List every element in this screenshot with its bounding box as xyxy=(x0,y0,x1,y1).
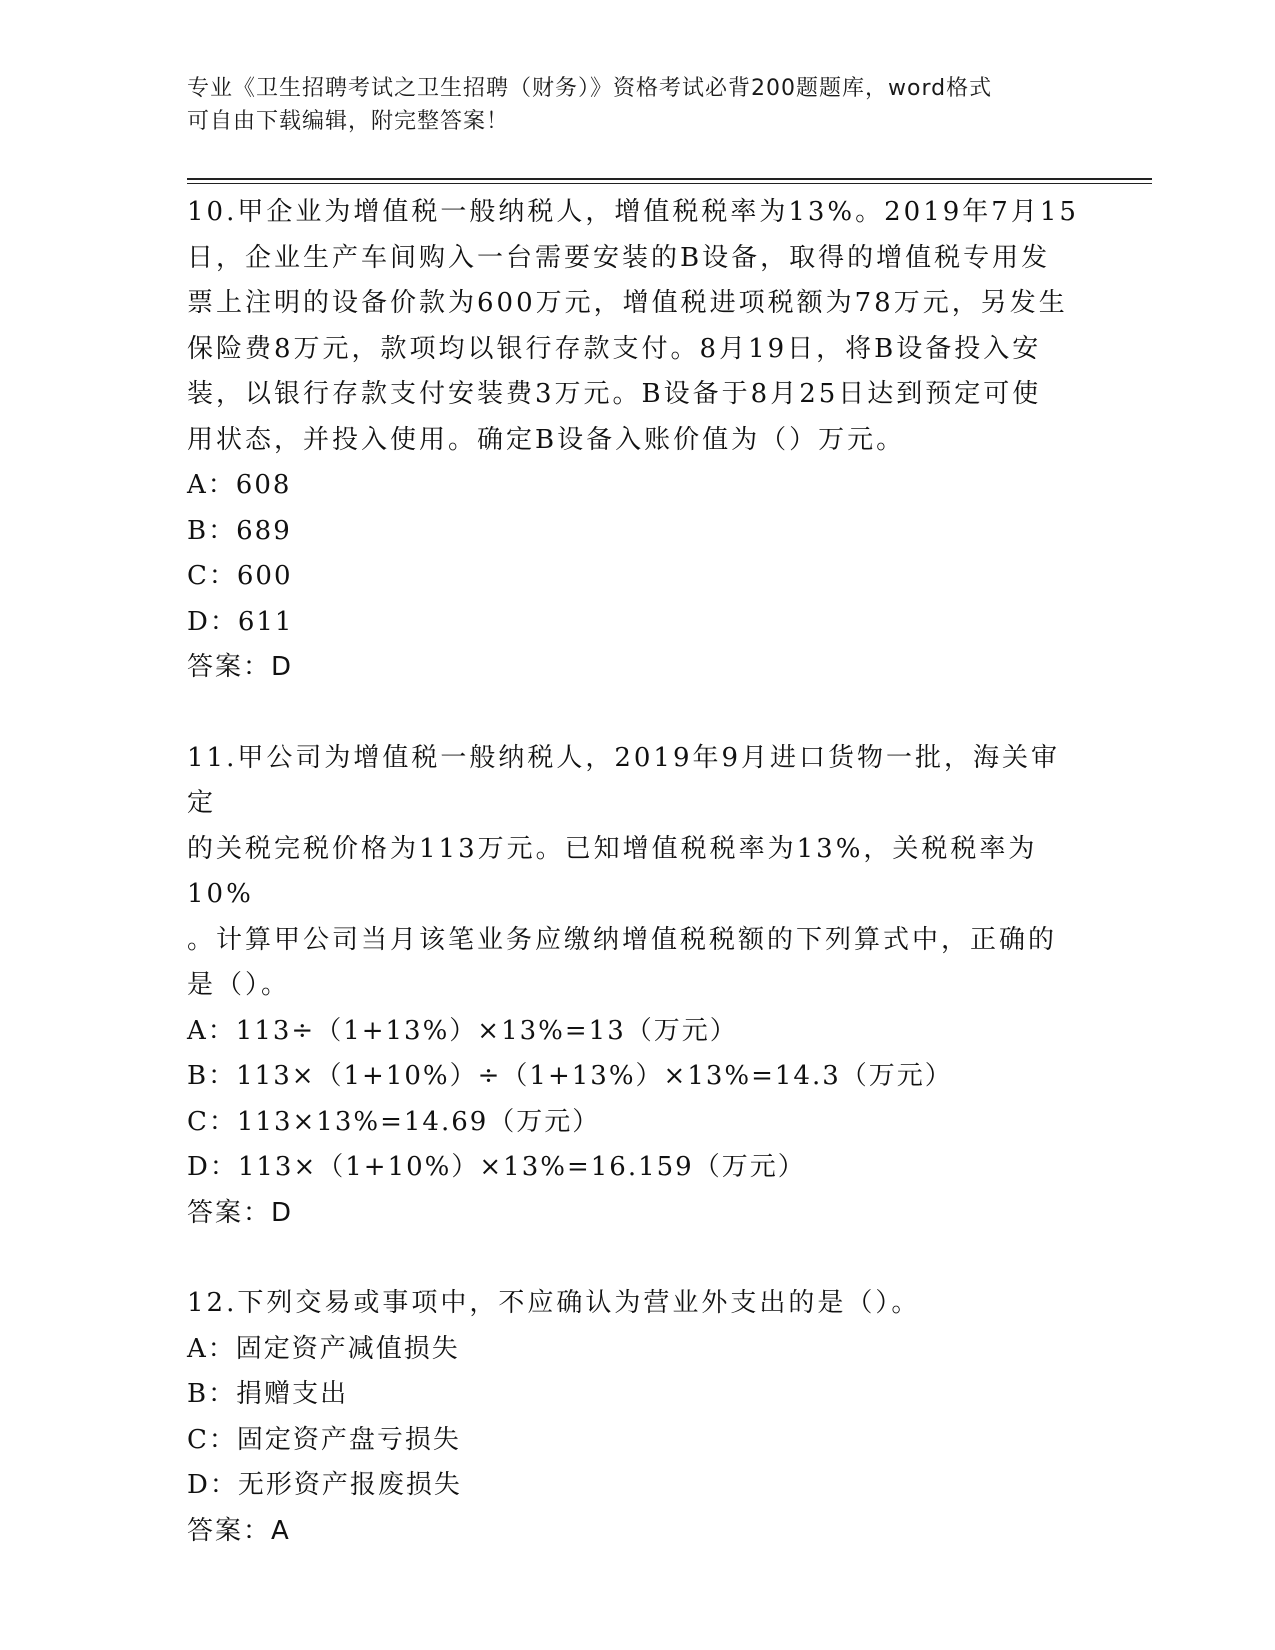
question-11 xyxy=(187,736,1087,1237)
question-list xyxy=(187,190,1087,1554)
option-a: A：固定资产减值损失 xyxy=(187,1333,460,1364)
option-b: B：689 xyxy=(187,515,292,546)
header-rule-thick xyxy=(187,178,1152,180)
option-c: C：固定资产盘亏损失 xyxy=(187,1424,461,1455)
option-a: A：113÷（1+13%）×13%=13（万元） xyxy=(187,1015,738,1046)
spacer xyxy=(187,691,1087,736)
answer-line: 答案：A xyxy=(187,1515,291,1546)
question-stem-line: 保险费8万元，款项均以银行存款支付。8月19日，将B设备投入安 xyxy=(187,333,1042,364)
question-stem-line: 11.甲公司为增值税一般纳税人，2019年9月进口货物一批，海关审定 xyxy=(187,742,1061,818)
document-header xyxy=(187,72,1087,138)
header-line-2: 可自由下载编辑，附完整答案！ xyxy=(187,109,510,134)
spacer xyxy=(187,1236,1087,1281)
option-c: C：600 xyxy=(187,561,293,591)
option-c: C：113×13%=14.69（万元） xyxy=(187,1106,601,1137)
question-stem-line: 票上注明的设备价款为600万元，增值税进项税额为78万元，另发生 xyxy=(187,288,1068,318)
question-stem-line: 10.甲企业为增值税一般纳税人，增值税税率为13%。2019年7月15 xyxy=(187,197,1079,227)
option-d: D：113×（1+10%）×13%=16.159（万元） xyxy=(187,1152,806,1182)
question-stem-line: 用状态，并投入使用。确定B设备入账价值为（）万元。 xyxy=(187,424,906,455)
answer-line: 答案：D xyxy=(187,1197,294,1228)
question-stem-line: 日，企业生产车间购入一台需要安装的B设备，取得的增值税专用发 xyxy=(187,242,1051,273)
question-stem-line: 12.下列交易或事项中，不应确认为营业外支出的是（）。 xyxy=(187,1288,921,1318)
header-line-1: 专业《卫生招聘考试之卫生招聘（财务）》资格考试必背200题题库，word格式 xyxy=(187,76,993,101)
question-stem-line: 的关税完税价格为113万元。已知增值税税率为13%，关税税率为10% xyxy=(187,833,1038,909)
question-stem-line: 装，以银行存款支付安装费3万元。B设备于8月25日达到预定可使 xyxy=(187,379,1042,409)
option-d: D：无形资产报废损失 xyxy=(187,1470,462,1500)
option-a: A：608 xyxy=(187,470,292,500)
option-b: B：捐赠支出 xyxy=(187,1379,349,1409)
option-d: D：611 xyxy=(187,606,294,637)
question-10 xyxy=(187,190,1087,691)
question-12 xyxy=(187,1281,1087,1554)
question-stem-line: 。计算甲公司当月该笔业务应缴纳增值税税额的下列算式中，正确的 xyxy=(187,924,1058,955)
answer-line: 答案：D xyxy=(187,652,294,682)
question-stem-line: 是（）。 xyxy=(187,970,291,1000)
option-b: B：113×（1+10%）÷（1+13%）×13%=14.3（万元） xyxy=(187,1061,953,1091)
header-rule-thin xyxy=(187,183,1152,184)
